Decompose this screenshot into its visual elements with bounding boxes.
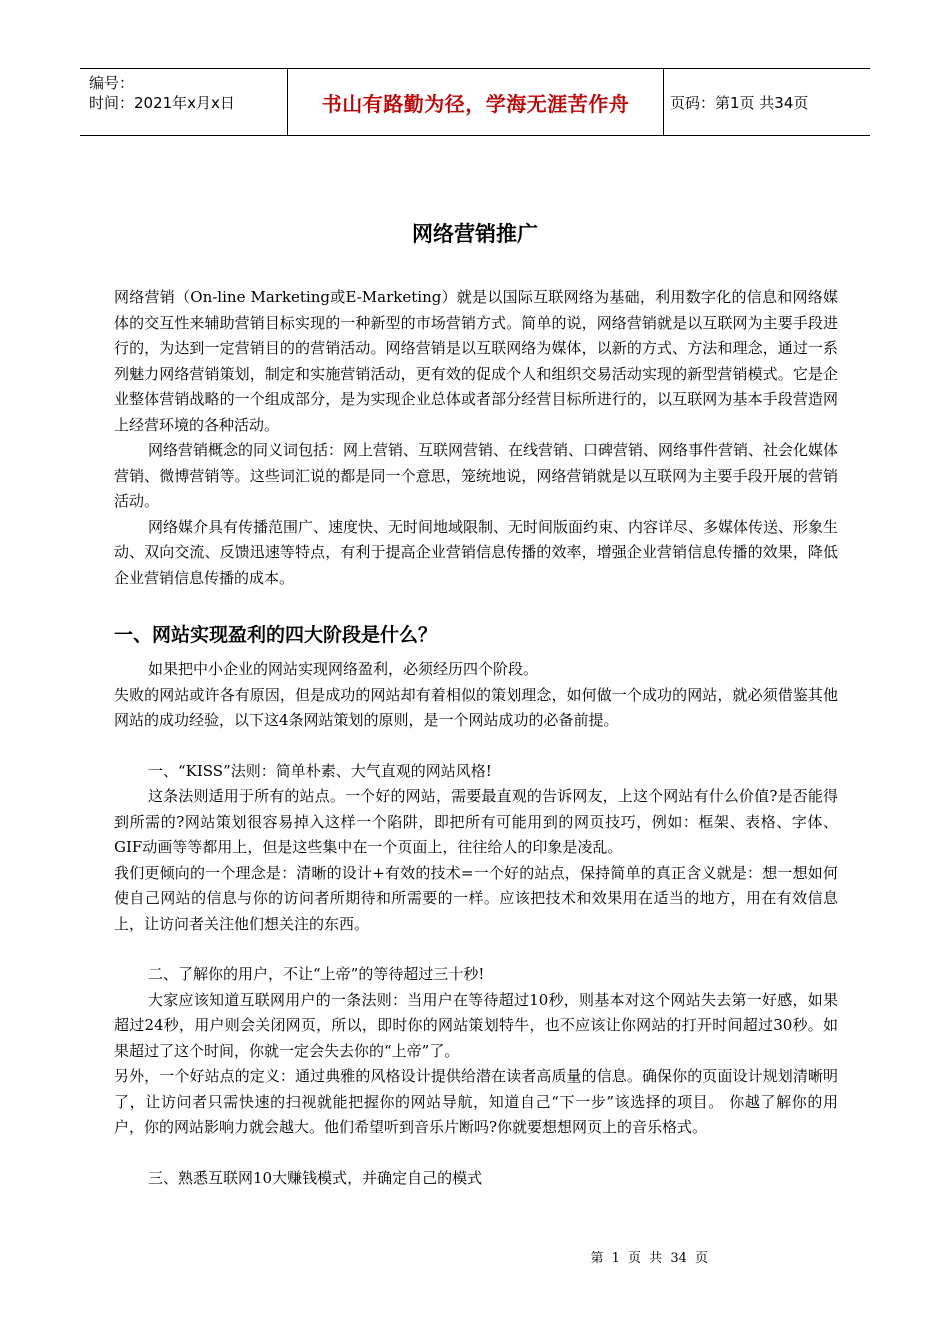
rule-1-paragraph-2: 我们更倾向的一个理念是：清晰的设计+有效的技术=一个好的站点，保持简单的真正含义就是：想一想如何使自己网站的信息与你的访问者所期待和所需要的一样。应该把技术和效果用在适当的地方，用在有效信息上，让访问者关注他们想关注的东西。: [114, 863, 838, 933]
rule-2-paragraph-1: 大家应该知道互联网用户的一条法则：当用户在等待超过10秒，则基本对这个网站失去第一好感，如果超过24秒，用户则会关闭网页，所以，即时你的网站策划特牛，也不应该让你网站的打开时间超过30秒。如果超过了这个时间，你就一定会失去你的“上帝”了。: [114, 990, 838, 1060]
section-1-paragraph-1: 如果把中小企业的网站实现网络盈利，必须经历四个阶段。: [148, 660, 539, 678]
section-1-body: [114, 657, 838, 1191]
header-table: [80, 68, 870, 136]
header-motto: 书山有路勤为径，学海无涯苦作舟: [288, 69, 664, 136]
intro-paragraph-3: 网络媒介具有传播范围广、速度快、无时间地域限制、无时间版面约束、内容详尽、多媒体传送、形象生动、双向交流、反馈迅速等特点，有利于提高企业营销信息传播的效率，增强企业营销信息传播的效果，降低企业营销信息传播的成本。: [114, 517, 839, 587]
rule-1-paragraph-1: 这条法则适用于所有的站点。一个好的网站，需要最直观的告诉网友，上这个网站有什么价值?是否能得到所需的?网站策划很容易掉入这样一个陷阱，即把所有可能用到的网页技巧，例如：框架、表格、字体、GIF动画等等都用上，但是这些集中在一个页面上，往往给人的印象是凌乱。: [114, 787, 838, 856]
header-time-label: 时间：2021年x月x日: [89, 94, 235, 112]
document-title: 网络营销推广: [412, 222, 538, 246]
header-number-label: 编号：: [89, 74, 135, 92]
header-page-info: 页码：第1页 共34页: [664, 69, 871, 136]
intro-paragraph-1: 网络营销（On-line Marketing或E-Marketing）就是以国际互联网络为基础，利用数字化的信息和网络媒体的交互性来辅助营销目标实现的一种新型的市场营销方式。简单的说，网络营销就是以互联网为主要手段进行的，为达到一定营销目的的营销活动。网络营销是以互联网络为媒体，以新的方式、方法和理念，通过一系列魅力网络营销策划，制定和实施营销活动，更有效的促成个人和组织交易活动实现的新型营销模式。它是企业整体营销战略的一个组成部分，是为实现企业总体或者部分经营目标所进行的，以互联网为基本手段营造网上经营环境的各种活动。: [114, 288, 838, 434]
rule-3-title: 三、熟悉互联网10大赚钱模式，并确定自己的模式: [148, 1168, 483, 1187]
spacer: [114, 937, 838, 962]
spacer: [114, 1141, 838, 1166]
spacer: [114, 734, 838, 759]
section-1-paragraph-2: 失败的网站或许各有原因，但是成功的网站却有着相似的策划理念，如何做一个成功的网站，就必须借鉴其他网站的成功经验，以下这4条网站策划的原则，是一个网站成功的必备前提。: [114, 685, 838, 729]
intro-paragraph-2: 网络营销概念的同义词包括：网上营销、互联网营销、在线营销、口碑营销、网络事件营销、社会化媒体营销、微博营销等。这些词汇说的都是同一个意思，笼统地说，网络营销就是以互联网为主要手段开展的营销活动。: [114, 441, 839, 510]
section-1-heading: 一、网站实现盈利的四大阶段是什么？: [114, 624, 438, 646]
rule-2-paragraph-2: 另外，一个好站点的定义：通过典雅的风格设计提供给潜在读者高质量的信息。确保你的页面设计规划清晰明了，让访问者只需快速的扫视就能把握你的网站导航，知道自己“下一步”该选择的项目。 你越了解你的用户，你的网站影响力就会越大。他们希望听到音乐片断吗?你就要想想网页上的音乐格式。: [114, 1067, 838, 1136]
rule-2-title: 二、了解你的用户，不让“上帝”的等待超过三十秒!: [148, 965, 485, 983]
rule-1-title: 一、“KISS”法则：简单朴素、大气直观的网站风格!: [148, 761, 492, 780]
intro-section: [114, 285, 838, 591]
header-meta-cell: [80, 69, 288, 136]
page-footer: 第 1 页 共 34 页: [590, 1251, 708, 1266]
